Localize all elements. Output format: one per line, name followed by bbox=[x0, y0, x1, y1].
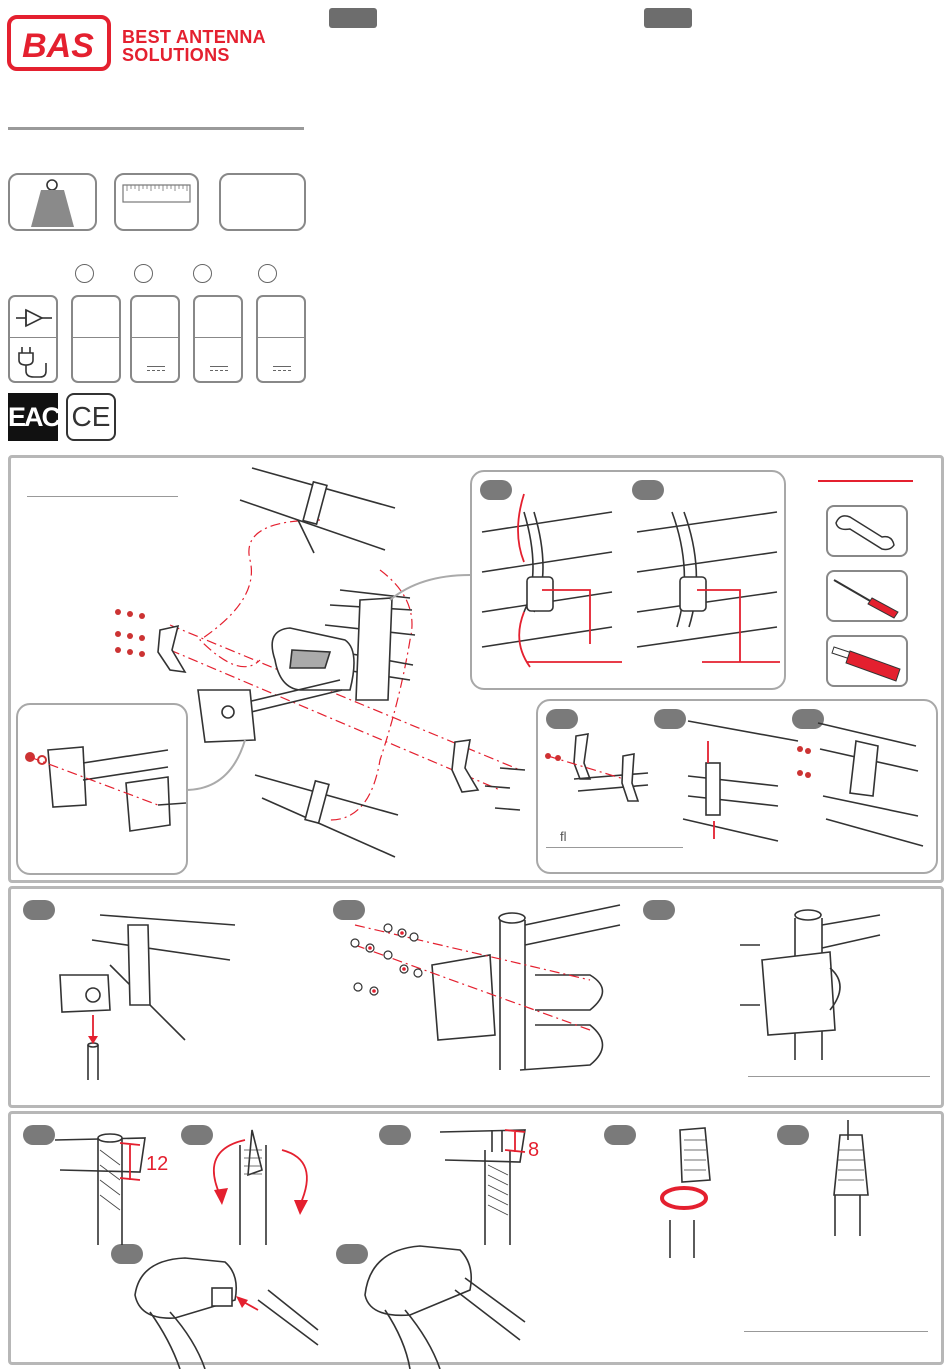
footnote-mark: fl bbox=[560, 829, 567, 844]
ce-text: CE bbox=[71, 401, 111, 432]
eac-text: EAC bbox=[8, 402, 60, 432]
brand-name-line1: BEST ANTENNA bbox=[122, 27, 266, 47]
logo-text: BAS bbox=[22, 27, 94, 65]
brand-name-line2: SOLUTIONS bbox=[122, 45, 230, 65]
strip-length-label: 12 bbox=[146, 1153, 169, 1175]
core-length-label: 8 bbox=[528, 1139, 540, 1161]
